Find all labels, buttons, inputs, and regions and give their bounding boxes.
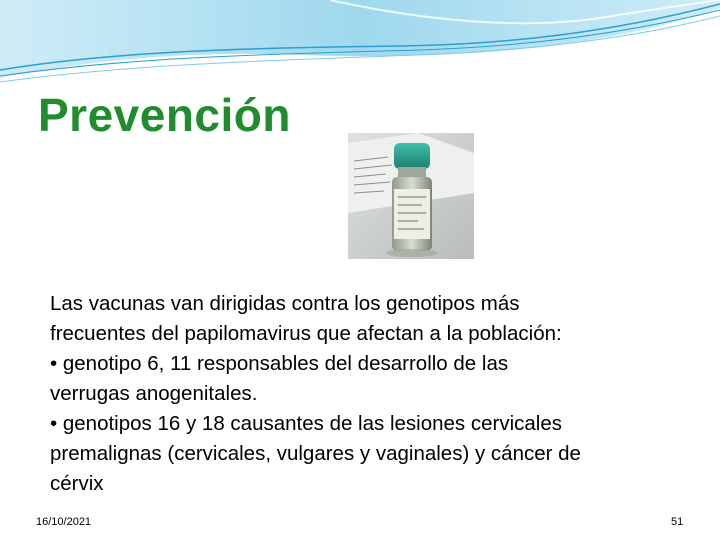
body-line: premalignas (cervicales, vulgares y vaginales) y cáncer de — [50, 442, 581, 465]
header-wave-decoration — [0, 0, 720, 95]
body-line: verrugas anogenitales. — [50, 382, 258, 405]
footer-page-number: 51 — [671, 516, 684, 528]
body-line: • genotipo 6, 11 responsables del desarrollo de las — [50, 352, 509, 375]
body-line: cérvix — [50, 472, 104, 495]
body-line: • genotipos 16 y 18 causantes de las lesiones cervicales — [50, 412, 563, 435]
slide-title: Prevención — [38, 89, 291, 141]
footer-date: 16/10/2021 — [36, 516, 92, 528]
body-text — [50, 289, 690, 499]
body-line: Las vacunas van dirigidas contra los genotipos más — [50, 292, 520, 315]
vaccine-vial-photo — [348, 133, 474, 259]
body-line: frecuentes del papilomavirus que afectan a la población: — [50, 322, 562, 345]
